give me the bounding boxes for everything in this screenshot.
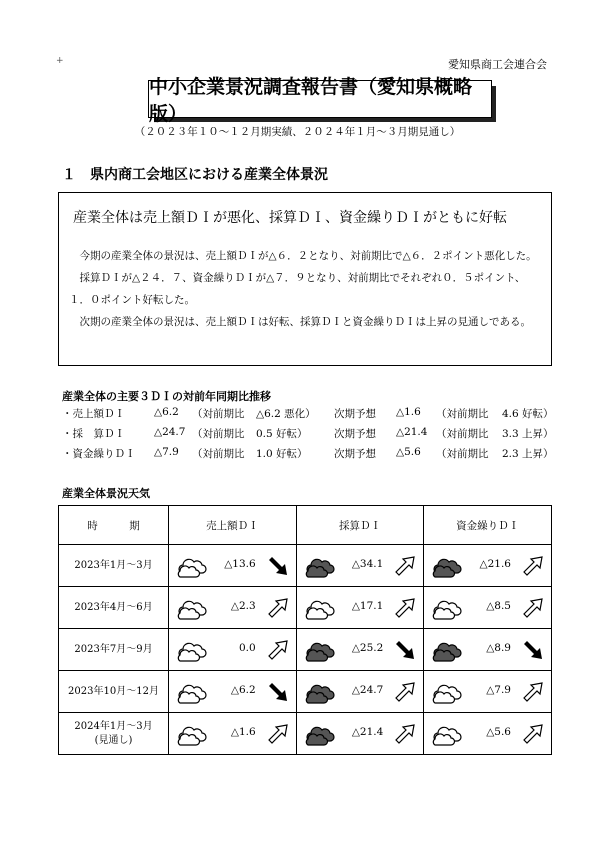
column-header: 資金繰りＤＩ xyxy=(424,506,552,545)
rain-cloud-icon xyxy=(303,553,337,579)
di-trend-heading: 産業全体の主要３ＤＩの対前年同期比推移 xyxy=(62,390,271,403)
period-label: 2023年1月～3月 xyxy=(74,559,153,571)
cloud-icon xyxy=(430,595,464,621)
di-label: ・採 算ＤＩ xyxy=(62,428,125,440)
di-value: △1.6 xyxy=(230,726,256,738)
weather-table xyxy=(58,505,552,755)
di-value: △6.2 xyxy=(230,684,256,696)
table-row xyxy=(59,629,552,671)
di-value: △24.7 xyxy=(154,426,186,438)
di-value: △17.1 xyxy=(351,600,384,612)
arrow-up-right-icon xyxy=(266,596,290,620)
di-cell xyxy=(169,587,297,629)
di-next: 次期予想 xyxy=(334,428,376,440)
arrow-up-right-icon xyxy=(266,722,290,746)
di-value: △25.2 xyxy=(351,642,384,654)
cloud-icon xyxy=(175,637,209,663)
cloud-icon xyxy=(175,553,209,579)
report-title: 中小企業景況調査報告書（愛知県概略版） xyxy=(148,80,492,118)
di-cmp: （対前期比 xyxy=(192,428,245,440)
summary-title: 産業全体は売上額ＤＩが悪化、採算ＤＩ、資金繰りＤＩがともに好転 xyxy=(73,210,507,226)
di-label: ・資金繰りＤＩ xyxy=(62,448,136,460)
cloud-icon xyxy=(175,721,209,747)
di-value: △7.9 xyxy=(154,446,179,458)
di-cmp-val: 1.0 好転） xyxy=(256,448,308,460)
di-cell xyxy=(169,629,297,671)
di-cell xyxy=(296,587,424,629)
di-cmp: （対前期比 xyxy=(192,408,245,420)
table-row xyxy=(59,545,552,587)
di-next: 次期予想 xyxy=(334,448,376,460)
period-cell xyxy=(59,545,169,587)
di-cell xyxy=(424,713,552,755)
arrow-down-right-icon xyxy=(393,638,417,662)
di-value: △8.5 xyxy=(486,600,511,612)
arrow-down-right-icon xyxy=(266,554,290,578)
di-cmp: （対前期比 xyxy=(192,448,245,460)
period-cell xyxy=(59,671,169,713)
table-row xyxy=(59,587,552,629)
column-header: 売上額ＤＩ xyxy=(169,506,297,545)
di-next-cmp-val: 2.3 上昇） xyxy=(502,448,554,460)
cloud-icon xyxy=(303,595,337,621)
arrow-up-right-icon xyxy=(521,722,545,746)
di-next-cmp-val: 3.3 上昇） xyxy=(502,428,554,440)
di-next-cmp: （対前期比 xyxy=(436,428,489,440)
di-label: ・売上額ＤＩ xyxy=(62,408,125,420)
summary-box xyxy=(58,192,552,366)
di-next-cmp: （対前期比 xyxy=(436,448,489,460)
report-subtitle: （２０２３年１０～１２月期実績、２０２４年１月～３月期見通し） xyxy=(134,126,461,138)
column-header: 採算ＤＩ xyxy=(296,506,424,545)
di-cell xyxy=(296,713,424,755)
arrow-down-right-icon xyxy=(521,638,545,662)
arrow-up-right-icon xyxy=(521,596,545,620)
rain-cloud-icon xyxy=(430,553,464,579)
di-cell xyxy=(296,545,424,587)
di-value: △21.6 xyxy=(479,558,511,570)
arrow-up-right-icon xyxy=(393,722,417,746)
di-value: 0.0 xyxy=(238,642,256,654)
di-cell xyxy=(424,671,552,713)
rain-cloud-icon xyxy=(303,721,337,747)
arrow-up-right-icon xyxy=(521,554,545,578)
di-cell xyxy=(169,713,297,755)
rain-cloud-icon xyxy=(303,637,337,663)
di-cmp-val: △6.2 悪化） xyxy=(256,408,316,420)
di-cell xyxy=(296,671,424,713)
period-cell xyxy=(59,713,169,755)
cloud-icon xyxy=(175,595,209,621)
organization-name: 愛知県商工会連合会 xyxy=(448,58,547,71)
di-cell xyxy=(169,671,297,713)
di-next-val: △5.6 xyxy=(396,446,421,458)
di-next-val: △21.4 xyxy=(396,426,428,438)
summary-paragraph: 今期の産業全体の景況は、売上額ＤＩが△６．２となり、対前期比で△６．２ポイント悪化した。 xyxy=(79,250,537,262)
arrow-up-right-icon xyxy=(393,554,417,578)
weather-heading: 産業全体景況天気 xyxy=(62,487,150,500)
period-note: (見通し) xyxy=(94,734,133,746)
di-value: △5.6 xyxy=(486,726,511,738)
period-label: 2024年1月～3月 xyxy=(74,720,153,732)
period-cell xyxy=(59,629,169,671)
di-cell xyxy=(424,587,552,629)
di-value: △2.3 xyxy=(230,600,256,612)
cloud-icon xyxy=(430,679,464,705)
period-label: 2023年10月～12月 xyxy=(68,685,159,697)
arrow-up-right-icon xyxy=(521,680,545,704)
period-label: 2023年7月～9月 xyxy=(74,643,153,655)
di-value: △21.4 xyxy=(351,726,384,738)
table-header-row xyxy=(59,506,552,545)
di-cell xyxy=(296,629,424,671)
column-header: 時 期 xyxy=(59,506,169,545)
summary-paragraph: 採算ＤＩが△２４．７、資金繰りＤＩが△７．９となり、対前期比でそれぞれ０．５ポイント、１．０ポイント好転した。 xyxy=(69,272,526,306)
di-next-cmp-val: 4.6 好転） xyxy=(502,408,554,420)
di-value: △24.7 xyxy=(351,684,384,696)
di-cmp-val: 0.5 好転） xyxy=(256,428,308,440)
di-value: △7.9 xyxy=(486,684,511,696)
di-value: △6.2 xyxy=(154,406,179,418)
table-row xyxy=(59,713,552,755)
summary-paragraph: 次期の産業全体の景況は、売上額ＤＩは好転、採算ＤＩと資金繰りＤＩは上昇の見通しである。 xyxy=(79,316,531,328)
arrow-up-right-icon xyxy=(266,638,290,662)
arrow-up-right-icon xyxy=(393,596,417,620)
di-value: △13.6 xyxy=(224,558,256,570)
table-row xyxy=(59,671,552,713)
di-value: △8.9 xyxy=(486,642,511,654)
di-cell xyxy=(424,629,552,671)
period-label: 2023年4月～6月 xyxy=(74,601,153,613)
arrow-down-right-icon xyxy=(266,680,290,704)
di-next-cmp: （対前期比 xyxy=(436,408,489,420)
di-next-val: △1.6 xyxy=(396,406,421,418)
period-cell xyxy=(59,587,169,629)
di-cell xyxy=(169,545,297,587)
rain-cloud-icon xyxy=(303,679,337,705)
section-heading: １ 県内商工会地区における産業全体景況 xyxy=(62,167,328,183)
summary-body xyxy=(69,245,545,333)
corner-mark: + xyxy=(56,56,64,66)
rain-cloud-icon xyxy=(430,637,464,663)
arrow-up-right-icon xyxy=(393,680,417,704)
di-cell xyxy=(424,545,552,587)
cloud-icon xyxy=(430,721,464,747)
di-next: 次期予想 xyxy=(334,408,376,420)
cloud-icon xyxy=(175,679,209,705)
di-value: △34.1 xyxy=(351,558,384,570)
